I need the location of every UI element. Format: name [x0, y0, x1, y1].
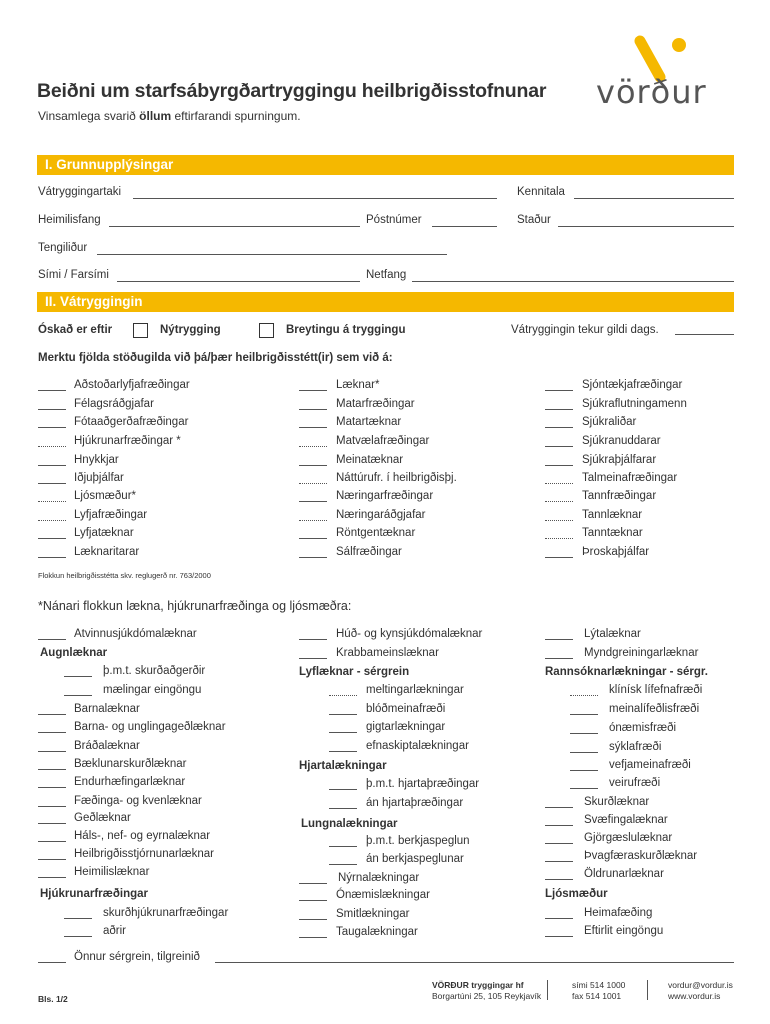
specialty-label: Heimilislæknar	[74, 866, 150, 878]
label-heimilisfang: Heimilisfang	[38, 214, 101, 226]
specialty-label: Eftirlit eingöngu	[584, 925, 664, 937]
specialty-label: aðrir	[103, 925, 127, 937]
profession-label: Næringaráðgjafar	[336, 509, 426, 521]
count-field-col1-9[interactable]	[38, 557, 66, 558]
count-field-col1-2[interactable]	[38, 427, 66, 428]
footer-email: vordur@vordur.is	[668, 980, 733, 990]
profession-label: Sálfræðingar	[336, 546, 402, 558]
label-gildi: Vátryggingin tekur gildi dags.	[511, 324, 659, 336]
profession-label: Tannfræðingar	[582, 490, 657, 502]
specialty-label: sýklafræði	[609, 741, 662, 753]
profession-label: Aðstoðarlyfjafræðingar	[74, 379, 190, 391]
profession-label: Næringarfræðingar	[336, 490, 434, 502]
count-field-col2-5[interactable]	[299, 483, 327, 484]
count-field-rann_2[interactable]	[570, 714, 598, 715]
specialty-label: mælingar eingöngu	[103, 684, 202, 696]
label-simi: Sími / Farsími	[38, 269, 109, 281]
count-field-col3-3[interactable]	[545, 446, 573, 447]
count-field-lyta[interactable]	[545, 639, 573, 640]
page-number: Bls. 1/2	[38, 994, 68, 1004]
count-field-lyf_1[interactable]	[329, 695, 357, 696]
checkbox-breyting[interactable]	[259, 323, 274, 338]
count-field-mynd[interactable]	[545, 658, 573, 659]
specialty-label: blóðmeinafræði	[366, 703, 446, 715]
count-field-col3-1[interactable]	[545, 409, 573, 410]
specialty-label: Háls-, nef- og eyrnalæknar	[74, 830, 211, 842]
specialty-label: Önnur sérgrein, tilgreinið	[74, 951, 200, 963]
checkbox-nytrygging[interactable]	[133, 323, 148, 338]
count-field-col1-5[interactable]	[38, 483, 66, 484]
profession-label: Iðjuþjálfar	[74, 472, 124, 484]
profession-label: Talmeinafræðingar	[582, 472, 678, 484]
specialty-label: Skurðlæknar	[584, 796, 650, 808]
field-gildi-date[interactable]	[675, 334, 734, 335]
group-heading: Augnlæknar	[40, 647, 108, 659]
label-breyting: Breytingu á tryggingu	[286, 324, 406, 336]
field-stadur[interactable]	[558, 226, 734, 227]
profession-label: Sjúkraliðar	[582, 416, 637, 428]
specialty-label: Öldrunarlæknar	[584, 868, 664, 880]
specialty-label: gigtarlækningar	[366, 721, 446, 733]
count-field-col3-6[interactable]	[545, 501, 573, 502]
specialty-label: án berkjaspeglunar	[366, 853, 464, 865]
specialty-label: efnaskiptalækningar	[366, 740, 469, 752]
count-field-gjorg[interactable]	[545, 843, 573, 844]
field-vatryggingartaki[interactable]	[133, 198, 497, 199]
count-field-col2-9[interactable]	[299, 557, 327, 558]
count-field-atvinnu[interactable]	[38, 639, 66, 640]
count-field-col3-4[interactable]	[545, 465, 573, 466]
count-field-col3-2[interactable]	[545, 427, 573, 428]
specialty-label: klínísk lífefnafræði	[609, 684, 703, 696]
specialty-label: Atvinnusjúkdómalæknar	[74, 628, 197, 640]
specialty-label: Lýtalæknar	[584, 628, 641, 640]
profession-label: Tannlæknar	[582, 509, 643, 521]
count-field-col1-3[interactable]	[38, 446, 66, 447]
footnote: Flokkun heilbrigðisstétta skv. reglugerð nr. 763/2000	[38, 571, 211, 580]
specialty-label: án hjartaþræðingar	[366, 797, 464, 809]
count-field-ljos_1[interactable]	[545, 918, 573, 919]
footer-divider	[547, 980, 548, 1000]
count-field-hjarta_1[interactable]	[329, 789, 357, 790]
specialty-label: þ.m.t. berkjaspeglun	[366, 835, 470, 847]
label-oskad: Óskað er eftir	[38, 324, 113, 336]
count-field-nyrna[interactable]	[299, 883, 327, 884]
specialty-label: Heilbrigðisstjórnunarlæknar	[74, 848, 214, 860]
profession-label: Sjúkranuddarar	[582, 435, 661, 447]
instruction-text: Merktu fjölda stöðugilda við þá/þær heilbrigðisstétt(ir) sem við á:	[38, 352, 393, 364]
count-field-col1-4[interactable]	[38, 465, 66, 466]
count-field-rann_5[interactable]	[570, 770, 598, 771]
specialty-label: vefjameinafræði	[609, 759, 691, 771]
group-heading: Hjúkrunarfræðingar	[40, 888, 148, 900]
count-field-heimilis[interactable]	[38, 877, 66, 878]
logo-wordmark: vörður	[596, 73, 707, 111]
count-field-augn_2[interactable]	[64, 695, 92, 696]
profession-label: Félagsráðgjafar	[74, 398, 154, 410]
field-kennitala[interactable]	[574, 198, 734, 199]
specialty-label: Bráðalæknar	[74, 740, 140, 752]
count-field-smit[interactable]	[299, 919, 327, 920]
specialty-label: Taugalækningar	[336, 926, 418, 938]
profession-label: Sjúkraþjálfarar	[582, 454, 657, 466]
count-field-hjukr_1[interactable]	[64, 918, 92, 919]
count-field-col3-5[interactable]	[545, 483, 573, 484]
specialty-label: veirufræði	[609, 777, 661, 789]
group-heading: Hjartalækningar	[299, 760, 387, 772]
footer-company: VÖRÐUR tryggingar hf	[432, 980, 524, 990]
field-heimilisfang[interactable]	[109, 226, 360, 227]
profession-label: Hnykkjar	[74, 454, 119, 466]
specialty-label: Þvagfæraskurðlæknar	[584, 850, 698, 862]
specialty-label: þ.m.t. skurðaðgerðir	[103, 665, 206, 677]
count-field-rann_4[interactable]	[570, 752, 598, 753]
profession-label: Röntgentæknar	[336, 527, 416, 539]
specialty-label: Bæklunarskurðlæknar	[74, 758, 187, 770]
specialty-label: meinalífeðlisfræði	[609, 703, 700, 715]
logo-mark-icon	[640, 38, 686, 77]
field-tengilidur[interactable]	[97, 254, 447, 255]
count-field-col2-3[interactable]	[299, 446, 327, 447]
footer-divider	[647, 980, 648, 1000]
count-field-hjarta_2[interactable]	[329, 808, 357, 809]
label-tengilidur: Tengiliður	[38, 242, 88, 254]
count-field-col1-6[interactable]	[38, 501, 66, 502]
count-field-col2-8[interactable]	[299, 538, 327, 539]
count-field-svaef[interactable]	[545, 825, 573, 826]
count-field-brada[interactable]	[38, 751, 66, 752]
count-field-krabb[interactable]	[299, 658, 327, 659]
count-field-tauga[interactable]	[299, 937, 327, 938]
profession-label: Meinatæknar	[336, 454, 404, 466]
profession-label: Læknar*	[336, 379, 380, 391]
count-field-barna[interactable]	[38, 714, 66, 715]
profession-label: Náttúrufr. í heilbrigðisþj.	[336, 472, 457, 484]
group-heading: Rannsóknarlækningar - sérgr.	[545, 666, 708, 678]
count-field-col3-9[interactable]	[545, 557, 573, 558]
specialty-label: Svæfingalæknar	[584, 814, 668, 826]
count-field-ljos_2[interactable]	[545, 936, 573, 937]
count-field-thvag[interactable]	[545, 861, 573, 862]
label-netfang: Netfang	[366, 269, 407, 281]
count-field-col2-4[interactable]	[299, 465, 327, 466]
count-field-col1-0[interactable]	[38, 390, 66, 391]
count-field-barna_ungl[interactable]	[38, 732, 66, 733]
specialty-label: Fæðinga- og kvenlæknar	[74, 795, 202, 807]
specialty-label: þ.m.t. hjartaþræðingar	[366, 778, 480, 790]
profession-label: Hjúkrunarfræðingar *	[74, 435, 181, 447]
profession-label: Tanntæknar	[582, 527, 643, 539]
count-field-col1-1[interactable]	[38, 409, 66, 410]
vordur-logo	[596, 33, 731, 116]
specialty-label: Ónæmislækningar	[336, 889, 430, 901]
specialty-label: meltingarlækningar	[366, 684, 464, 696]
count-field-baeklunar[interactable]	[38, 769, 66, 770]
label-stadur: Staður	[517, 214, 551, 226]
count-field-lungna_2[interactable]	[329, 864, 357, 865]
count-field-rann_6[interactable]	[570, 788, 598, 789]
specialty-label: Barnalæknar	[74, 703, 140, 715]
group-heading: Ljósmæður	[545, 888, 608, 900]
count-field-faedinga[interactable]	[38, 806, 66, 807]
specialty-label: Húð- og kynsjúkdómalæknar	[336, 628, 483, 640]
profession-label: Sjóntækjafræðingar	[582, 379, 683, 391]
group-heading: Lyflæknar - sérgrein	[299, 666, 410, 678]
specialty-label: Myndgreiningarlæknar	[584, 647, 699, 659]
profession-label: Lyfjafræðingar	[74, 509, 148, 521]
label-vatryggingartaki: Vátryggingartaki	[38, 186, 122, 198]
count-field-lungna_1[interactable]	[329, 846, 357, 847]
field-netfang[interactable]	[412, 281, 734, 282]
group-heading: Lungnalækningar	[301, 818, 398, 830]
count-field-col2-6[interactable]	[299, 501, 327, 502]
specialty-label: Barna- og unglingageðlæknar	[74, 721, 226, 733]
count-field-col2-0[interactable]	[299, 390, 327, 391]
count-field-rann_1[interactable]	[570, 695, 598, 696]
specialty-label: Heimafæðing	[584, 907, 653, 919]
count-field-onaemis[interactable]	[299, 900, 327, 901]
specialty-label: Geðlæknar	[74, 812, 131, 824]
count-field-col2-2[interactable]	[299, 427, 327, 428]
count-field-hud[interactable]	[299, 639, 327, 640]
profession-label: Matartæknar	[336, 416, 402, 428]
footer-phone: sími 514 1000	[572, 980, 626, 990]
field-onnur-sergrein[interactable]	[215, 962, 734, 963]
profession-label: Sjúkraflutningamenn	[582, 398, 687, 410]
specialty-label: Smitlækningar	[336, 908, 410, 920]
count-field-ged[interactable]	[38, 823, 66, 824]
section-1-header: I. Grunnupplýsingar	[37, 155, 734, 175]
label-postnumer: Póstnúmer	[366, 214, 422, 226]
footer-address: Borgartúni 25, 105 Reykjavík	[432, 991, 542, 1001]
count-field-heilbr[interactable]	[38, 859, 66, 860]
count-field-rann_3[interactable]	[570, 733, 598, 734]
page-subtitle: Vinsamlega svarið öllum eftirfarandi spurningum.	[38, 109, 301, 123]
count-field-col2-1[interactable]	[299, 409, 327, 410]
count-field-col2-7[interactable]	[299, 520, 327, 521]
count-field-hals[interactable]	[38, 841, 66, 842]
page-title: Beiðni um starfsábyrgðartryggingu heilbrigðisstofnunar	[37, 80, 547, 102]
specialty-label: Gjörgæslulæknar	[584, 832, 673, 844]
section-3-title: *Nánari flokkun lækna, hjúkrunarfræðinga og ljósmæðra:	[38, 599, 352, 613]
profession-label: Matvælafræðingar	[336, 435, 430, 447]
profession-label: Þroskaþjálfar	[582, 546, 650, 558]
section-2-header: II. Vátryggingin	[37, 292, 734, 312]
count-field-col1-7[interactable]	[38, 520, 66, 521]
count-field-endurhaef[interactable]	[38, 787, 66, 788]
count-field-onnur[interactable]	[38, 962, 66, 963]
specialty-label: ónæmisfræði	[609, 722, 677, 734]
profession-label: Fótaaðgerðafræðingar	[74, 416, 189, 428]
specialty-label: skurðhjúkrunarfræðingar	[103, 907, 229, 919]
field-simi[interactable]	[117, 281, 360, 282]
count-field-hjukr_2[interactable]	[64, 936, 92, 937]
count-field-skurd[interactable]	[545, 807, 573, 808]
label-nytrygging: Nýtrygging	[160, 324, 221, 336]
footer-web: www.vordur.is	[668, 991, 721, 1001]
count-field-col3-7[interactable]	[545, 520, 573, 521]
profession-label: Matarfræðingar	[336, 398, 415, 410]
count-field-oldrun[interactable]	[545, 879, 573, 880]
profession-label: Ljósmæður*	[74, 490, 136, 502]
field-postnumer[interactable]	[432, 226, 497, 227]
footer-fax: fax 514 1001	[572, 991, 622, 1001]
count-field-col3-0[interactable]	[545, 390, 573, 391]
count-field-col1-8[interactable]	[38, 538, 66, 539]
specialty-label: Nýrnalækningar	[338, 872, 420, 884]
count-field-lyf_4[interactable]	[329, 751, 357, 752]
specialty-label: Krabbameinslæknar	[336, 647, 439, 659]
count-field-lyf_3[interactable]	[329, 732, 357, 733]
profession-label: Læknaritarar	[74, 546, 140, 558]
profession-label: Lyfjatæknar	[74, 527, 134, 539]
label-kennitala: Kennitala	[517, 186, 565, 198]
count-field-augn_1[interactable]	[64, 676, 92, 677]
count-field-col3-8[interactable]	[545, 538, 573, 539]
specialty-label: Endurhæfingarlæknar	[74, 776, 186, 788]
count-field-lyf_2[interactable]	[329, 714, 357, 715]
